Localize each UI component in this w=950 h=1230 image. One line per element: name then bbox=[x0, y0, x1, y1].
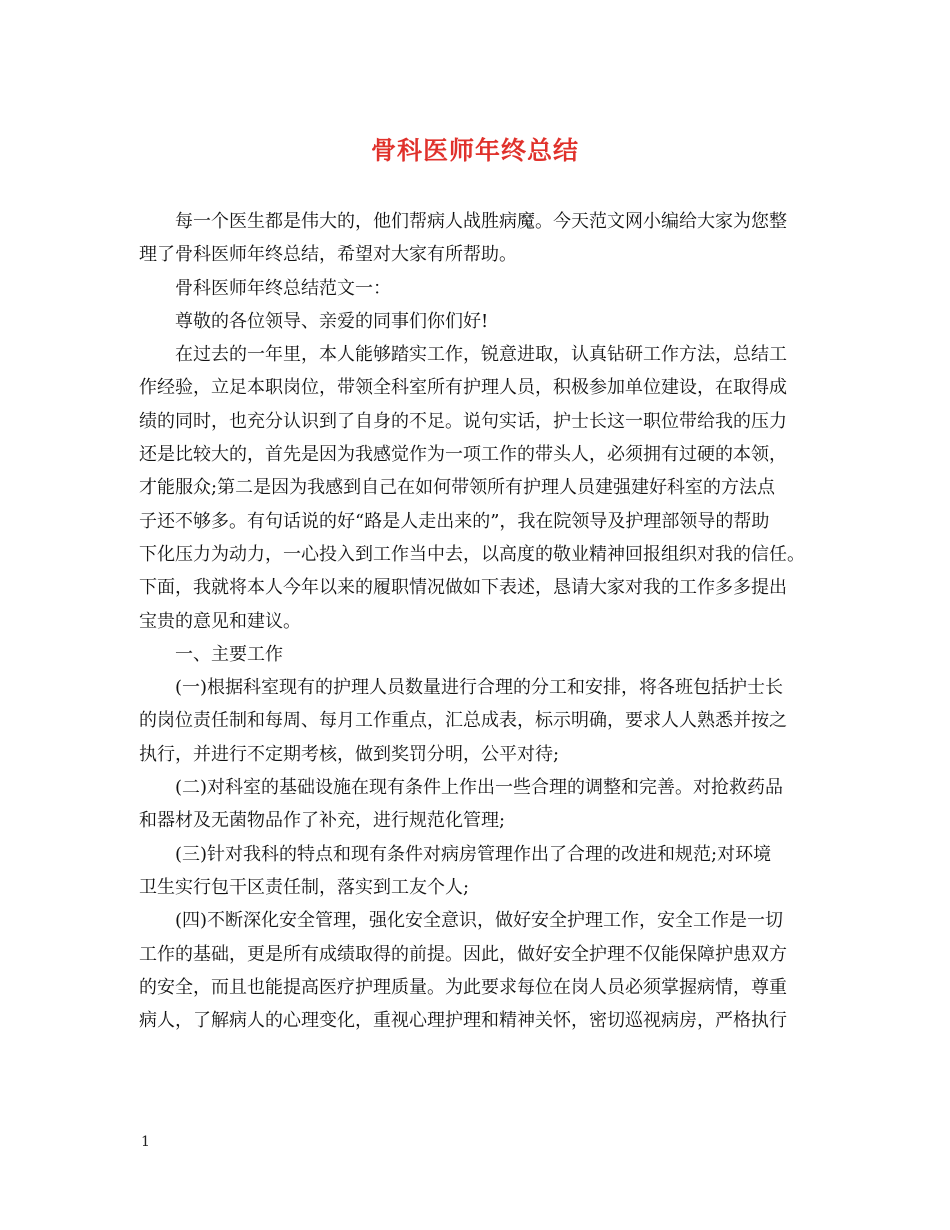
body-line: 下化压力为动力，一心投入到工作当中去，以高度的敬业精神回报组织对我的信任。 bbox=[139, 543, 805, 565]
body-line: 绩的同时，也充分认识到了自身的不足。说句实话，护士长这一职位带给我的压力 bbox=[139, 410, 787, 432]
body-line: 下面，我就将本人今年以来的履职情况做如下表述，恳请大家对我的工作多多提出 bbox=[139, 577, 787, 599]
body-line: 卫生实行包干区责任制，落实到工友个人; bbox=[139, 876, 470, 898]
body-line: 的岗位责任制和每周、每月工作重点，汇总成表，标示明确，要求人人熟悉并按之 bbox=[139, 710, 787, 732]
body-line: 才能服众;第二是因为我感到自己在如何带领所有护理人员建强建好科室的方法点 bbox=[139, 477, 776, 499]
body-line: 还是比较大的，首先是因为我感觉作为一项工作的带头人，必须拥有过硬的本领， bbox=[139, 444, 787, 466]
body-line: (二)对科室的基础设施在现有条件上作出一些合理的调整和完善。对抢救药品 bbox=[175, 777, 784, 799]
body-line: 每一个医生都是伟大的，他们帮病人战胜病魔。今天范文网小编给大家为您整 bbox=[175, 211, 787, 232]
body-line: 执行，并进行不定期考核，做到奖罚分明，公平对待; bbox=[139, 743, 560, 765]
document-body bbox=[139, 205, 815, 1037]
body-line: 宝贵的意见和建议。 bbox=[139, 610, 301, 632]
body-line: 一、主要工作 bbox=[175, 643, 283, 665]
body-line: 和器材及无菌物品作了补充，进行规范化管理; bbox=[139, 810, 506, 832]
body-line: 在过去的一年里，本人能够踏实工作，锐意进取，认真钻研工作方法，总结工 bbox=[175, 344, 787, 366]
document-title: 骨科医师年终总结 bbox=[370, 136, 579, 165]
body-line: 的安全，而且也能提高医疗护理质量。为此要求每位在岗人员必须掌握病情，尊重 bbox=[139, 976, 787, 998]
body-line: (三)针对我科的特点和现有条件对病房管理作出了合理的改进和规范;对环境 bbox=[175, 843, 772, 865]
body-line: 病人，了解病人的心理变化，重视心理护理和精神关怀，密切巡视病房，严格执行 bbox=[139, 1010, 787, 1032]
body-line: (一)根据科室现有的护理人员数量进行合理的分工和安排，将各班包括护士长 bbox=[175, 677, 784, 699]
body-line: 理了骨科医师年终总结，希望对大家有所帮助。 bbox=[139, 244, 517, 266]
page-number: 1 bbox=[141, 1134, 150, 1150]
body-line: (四)不断深化安全管理，强化安全意识，做好安全护理工作，安全工作是一切 bbox=[175, 910, 784, 932]
body-line: 作经验，立足本职岗位，带领全科室所有护理人员，积极参加单位建设，在取得成 bbox=[139, 377, 787, 399]
body-line: 子还不够多。有句话说的好“路是人走出来的”，我在院领导及护理部领导的帮助 bbox=[139, 510, 770, 532]
body-line: 工作的基础，更是所有成绩取得的前提。因此，做好安全护理不仅能保障护患双方 bbox=[139, 943, 787, 965]
body-line: 骨科医师年终总结范文一： bbox=[175, 277, 391, 299]
body-line: 尊敬的各位领导、亲爱的同事们你们好! bbox=[175, 310, 489, 332]
